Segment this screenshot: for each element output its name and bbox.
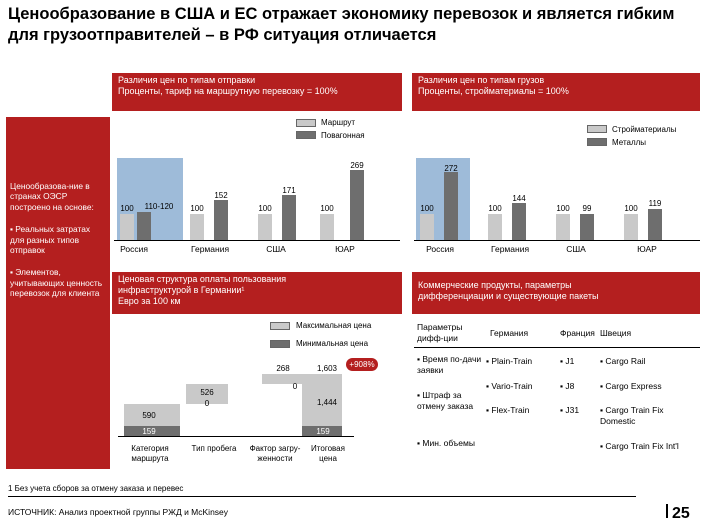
footnote: 1 Без учета сборов за отмену заказа и перевес bbox=[8, 484, 184, 493]
col-header-france: Франция bbox=[560, 328, 595, 338]
wf-label-0a: 0 bbox=[204, 399, 210, 408]
label-germany-wagon: 152 bbox=[214, 191, 228, 200]
wf-label-159a: 159 bbox=[142, 427, 156, 436]
label-usa-metals: 99 bbox=[582, 204, 592, 213]
wf-label-1603: 1,603 bbox=[316, 364, 338, 373]
bar-usa-wagon bbox=[282, 195, 296, 240]
de-product-2: ▪ Vario-Train bbox=[486, 381, 532, 392]
bar-russia-metals bbox=[444, 172, 458, 240]
legend-route-swatch bbox=[296, 119, 316, 127]
label-sa-wagon: 269 bbox=[350, 161, 364, 170]
products-header-line2: дифференциации и существующие пакеты bbox=[418, 291, 599, 301]
wf-growth-badge: +908% bbox=[346, 358, 378, 371]
label-russia-wagon: 110-120 bbox=[144, 202, 174, 211]
waterfall-header-line3: Евро за 100 км bbox=[118, 296, 181, 306]
legend-route-label: Маршрут bbox=[321, 118, 356, 127]
legend-building-swatch bbox=[587, 125, 607, 133]
right-chart-axis bbox=[414, 240, 700, 241]
bar-sa-wagon bbox=[350, 170, 364, 240]
legend-max-label: Максимальная цена bbox=[296, 321, 372, 330]
bar-germany-metals bbox=[512, 203, 526, 240]
bar-germany-building bbox=[488, 214, 502, 240]
col-header-germany: Германия bbox=[490, 328, 529, 338]
bar-germany-wagon bbox=[214, 200, 228, 240]
products-header-line1: Коммерческие продукты, параметры bbox=[418, 280, 572, 290]
wf-label-1444: 1,444 bbox=[316, 398, 338, 407]
ch-product-2: ▪ Cargo Express bbox=[600, 381, 698, 392]
label-sa-building: 100 bbox=[624, 204, 638, 213]
label-russia-route: 100 bbox=[120, 204, 134, 213]
bar-russia-wagon bbox=[137, 212, 151, 240]
waterfall-header bbox=[112, 272, 402, 314]
legend-min-swatch bbox=[270, 340, 290, 348]
wf-label-590: 590 bbox=[142, 411, 156, 420]
left-chart-axis bbox=[114, 240, 400, 241]
ch-product-1: ▪ Cargo Rail bbox=[600, 356, 698, 367]
label-usa-building: 100 bbox=[556, 204, 570, 213]
right-country-germany: Германия bbox=[490, 244, 530, 254]
right-country-russia: Россия bbox=[426, 244, 454, 254]
sidebar-text-2: ▪ Реальных затратах для разных типов отправок bbox=[10, 224, 91, 256]
products-header-rule bbox=[414, 347, 700, 348]
fr-product-2: ▪ J8 bbox=[560, 381, 574, 392]
label-usa-wagon: 171 bbox=[282, 186, 296, 195]
legend-metals-label: Металлы bbox=[612, 138, 647, 147]
legend-building-label: Стройматериалы bbox=[612, 125, 677, 134]
col-header-param: Параметры дифф-ции bbox=[417, 322, 463, 343]
right-country-sa: ЮАР bbox=[637, 244, 657, 254]
left-chart-header-line1: Различия цен по типам отправки bbox=[118, 75, 256, 85]
left-country-russia: Россия bbox=[120, 244, 148, 254]
ch-product-4: ▪ Cargo Train Fix Int'l bbox=[600, 441, 680, 452]
left-chart-header bbox=[112, 73, 402, 111]
wf-cat-route: Категория маршрута bbox=[131, 444, 169, 463]
legend-metals-swatch bbox=[587, 138, 607, 146]
label-germany-metals: 144 bbox=[512, 194, 526, 203]
sidebar-text-3: ▪ Элементов, учитывающих ценность перевозок для клиента bbox=[10, 267, 103, 299]
legend-max-swatch bbox=[270, 322, 290, 330]
left-country-germany: Германия bbox=[190, 244, 230, 254]
bar-usa-route bbox=[258, 214, 272, 240]
wf-label-268: 268 bbox=[276, 364, 290, 373]
page-title: Ценообразование в США и ЕС отражает экономику перевозок и является гибким для грузоотправителей – в РФ ситуация отличается bbox=[8, 5, 675, 44]
de-product-3: ▪ Flex-Train bbox=[486, 405, 529, 416]
label-russia-building: 100 bbox=[420, 204, 434, 213]
waterfall-header-line2: инфраструктурой в Германии¹ bbox=[118, 285, 245, 295]
wf-label-159b: 159 bbox=[316, 427, 330, 436]
fr-product-1: ▪ J1 bbox=[560, 356, 574, 367]
bar-usa-metals bbox=[580, 214, 594, 240]
legend-min-label: Минимальная цена bbox=[296, 339, 369, 348]
wf-cat-final: Итоговая цена bbox=[311, 444, 345, 463]
right-country-usa: США bbox=[566, 244, 586, 254]
bar-sa-route bbox=[320, 214, 334, 240]
wf-cat-load: Фактор загру-женности bbox=[249, 444, 301, 463]
sidebar-text-1: Ценообразова-ние в странах ОЭСР построено на основе: bbox=[10, 181, 94, 212]
left-country-usa: США bbox=[266, 244, 286, 254]
right-chart-header-line1: Различия цен по типам грузов bbox=[418, 75, 545, 85]
products-header bbox=[412, 272, 700, 314]
label-sa-route: 100 bbox=[320, 204, 334, 213]
de-product-1: ▪ Plain-Train bbox=[486, 356, 532, 367]
label-germany-building: 100 bbox=[488, 204, 502, 213]
left-country-sa: ЮАР bbox=[335, 244, 355, 254]
label-sa-metals: 119 bbox=[648, 199, 662, 208]
right-chart-header bbox=[412, 73, 700, 111]
bar-sa-building bbox=[624, 214, 638, 240]
bar-usa-building bbox=[556, 214, 570, 240]
label-germany-route: 100 bbox=[190, 204, 204, 213]
waterfall-header-line1: Ценовая структура оплаты пользования bbox=[118, 274, 287, 284]
bar-russia-route bbox=[120, 214, 134, 240]
left-chart-header-line2: Проценты, тариф на маршрутную перевозку = 100% bbox=[118, 86, 338, 96]
bar-russia-building bbox=[420, 214, 434, 240]
ch-product-3: ▪ Cargo Train Fix Domestic bbox=[600, 405, 680, 427]
param-row2: ▪ Штраф за отмену заказа bbox=[417, 390, 483, 412]
legend-wagon-swatch bbox=[296, 131, 316, 139]
param-row3: ▪ Мин. объемы bbox=[417, 438, 483, 449]
legend-wagon-label: Повагонная bbox=[321, 131, 365, 140]
page-number: 25 bbox=[672, 505, 690, 522]
bar-germany-route bbox=[190, 214, 204, 240]
right-chart-header-line2: Проценты, стройматериалы = 100% bbox=[418, 86, 569, 96]
page-number-divider bbox=[666, 504, 668, 518]
label-russia-metals: 272 bbox=[444, 164, 458, 173]
source-note: ИСТОЧНИК: Анализ проектной группы РЖД и McKinsey bbox=[8, 507, 229, 517]
wf-cat-run: Тип пробега bbox=[191, 444, 237, 453]
label-usa-route: 100 bbox=[258, 204, 272, 213]
col-header-sweden: Швеция bbox=[600, 328, 632, 338]
wf-label-526: 526 bbox=[200, 388, 214, 397]
waterfall-axis bbox=[118, 436, 354, 437]
fr-product-3: ▪ J31 bbox=[560, 405, 579, 416]
sidebar-panel bbox=[6, 117, 110, 469]
param-row1: ▪ Время по-дачи заявки bbox=[417, 354, 483, 376]
bar-sa-metals bbox=[648, 209, 662, 240]
footer-rule bbox=[8, 496, 636, 497]
wf-label-0b: 0 bbox=[292, 382, 298, 391]
